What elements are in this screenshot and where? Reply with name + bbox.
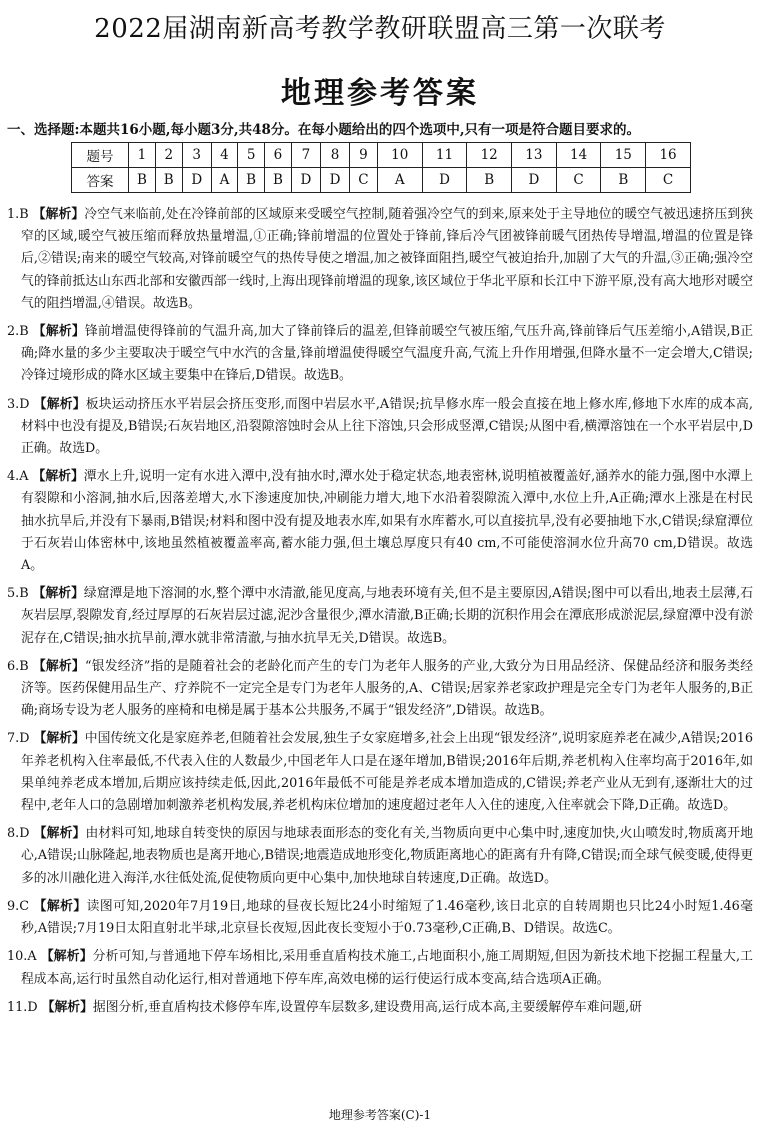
item-text: 锋前增温使得锋前的气温升高,加大了锋前锋后的温差,但锋前暖空气被压缩,气压升高,锋前锋后气压差缩小,A错误,B正确;降水量的多少主要取决于暖空气中水汽的含量,锋前增温使得暖空气温度升高,气流上升作用增强,但降水量不一定会增大,C错误;冷锋过境形成的降水区域主要集中在锋后,D错误。故选B。 (21, 324, 754, 384)
answer-item (7, 204, 753, 315)
answer-cell: D (320, 168, 349, 193)
item-text: “银发经济”指的是随着社会的老龄化而产生的专门为老年人服务的产业,大致分为日用品经济、保健品经济和服务类经济等。医药保健用品生产、疗养院不一定完全是专门为老年人服务的,A、C错误;居家养老家政护理是完全专门为老年人服务的,B正确;商场专设为老人服务的座椅和电梯是属于基本公共服务,不属于“银发经济”,D错误。故选B。 (21, 658, 753, 719)
item-number: 10.A (7, 949, 37, 965)
question-number-cell: 9 (350, 143, 378, 168)
analysis-tag: 【解析】 (32, 586, 84, 602)
answer-cell: B (155, 168, 182, 193)
answer-cell: A (211, 168, 237, 193)
question-number-cell: 11 (422, 143, 467, 168)
question-number-cell: 10 (377, 143, 422, 168)
answer-item (7, 321, 753, 388)
answer-item (7, 896, 753, 940)
analysis-tag: 【解析】 (33, 731, 85, 747)
item-number: 9.C (7, 898, 30, 914)
answer-item (7, 997, 753, 1019)
answer-item (7, 656, 753, 723)
item-text: 冷空气来临前,处在冷锋前部的区域原来受暖空气控制,随着强冷空气的到来,原来处于主导地位的暖空气被迅速挤压到狭窄的区域,暖空气被压缩而释放热量增温,①正确;锋前增温的位置处于锋前,锋后冷气团被锋前暖气团热传导增温,增温的位置是锋后,②错误;南来的暖空气较高,对锋前暖空气的热传导使之增温,加之被锋面阻挡,暖空气被迫抬升,加剧了大气的升温,③正确;强冷空气的锋前抵达山东西北部和安徽西部一线时,上海出现锋前增温的现象,该区域位于华北平原和长江中下游平原,没有高大地形对暖空气的阻挡增温,④错误。故选B。 (21, 207, 753, 311)
answer-cell: C (556, 168, 601, 193)
answer-cell: B (129, 168, 156, 193)
answer-cell: D (512, 168, 557, 193)
answer-cell: B (601, 168, 646, 193)
question-number-cell: 2 (155, 143, 182, 168)
analysis-tag: 【解析】 (32, 658, 85, 674)
question-number-cell: 15 (601, 143, 646, 168)
analysis-tag: 【解析】 (33, 898, 87, 914)
row-label: 题号 (72, 143, 129, 168)
answer-item (7, 583, 753, 650)
item-number: 3.D (7, 396, 30, 412)
analysis-tag: 【解析】 (32, 324, 85, 340)
answer-cell: B (467, 168, 512, 193)
item-number: 5.B (7, 586, 29, 602)
answer-item (7, 394, 753, 461)
answer-item (7, 466, 753, 577)
question-number-cell: 14 (556, 143, 601, 168)
analysis-tag: 【解析】 (33, 826, 86, 842)
answer-cell: D (422, 168, 467, 193)
question-number-cell: 5 (238, 143, 265, 168)
analysis-tag: 【解析】 (32, 469, 84, 485)
analysis-tag: 【解析】 (41, 999, 93, 1015)
answer-item (7, 946, 753, 990)
answer-cell: A (377, 168, 422, 193)
analysis-tag: 【解析】 (32, 207, 85, 222)
item-text: 潭水上升,说明一定有水进入潭中,没有抽水时,潭水处于稳定状态,地表密林,说明植被覆盖好,涵养水的能力强,图中水潭上有裂隙和小溶洞,抽水后,因落差增大,水下渗速度加快,冲刷能力增大,地下水沿着裂隙流入潭中,水位上升,A正确;潭水上涨是在村民抽水抗旱后,并没有下暴雨,B错误;材料和图中没有提及地表水库,如果有水库蓄水,可以直接抗旱,没有必要抽地下水,C错误;绿窟潭位于石灰岩山体密林中,该地虽然植被覆盖率高,蓄水能力强,但土壤总厚度只有40 cm,不可能使溶洞水位升高70 cm,D错误。故选A。 (21, 469, 753, 574)
answer-cell: B (238, 168, 265, 193)
answer-item (7, 823, 753, 890)
question-number-cell: 7 (291, 143, 320, 168)
item-number: 4.A (7, 469, 29, 485)
answer-table (71, 142, 691, 193)
item-text: 绿窟潭是地下溶洞的水,整个潭中水清澈,能见度高,与地表环境有关,但不是主要原因,A错误;图中可以看出,地表土层薄,石灰岩层厚,裂隙发育,经过厚厚的石灰岩层过滤,泥沙含量很少,潭水清澈,B正确;长期的沉积作用会在潭底形成淤泥层,绿窟潭中没有淤泥存在,C错误;抽水抗旱前,潭水就非常清澈,与抽水抗旱无关,D错误。故选B。 (21, 586, 754, 646)
item-number: 7.D (7, 731, 30, 747)
analysis-tag: 【解析】 (40, 949, 93, 965)
row-label: 答案 (72, 168, 129, 193)
question-number-cell: 4 (211, 143, 237, 168)
question-number-cell: 1 (129, 143, 156, 168)
question-number-cell: 12 (467, 143, 512, 168)
item-text: 中国传统文化是家庭养老,但随着社会发展,独生子女家庭增多,社会上出现“银发经济”,说明家庭养老在减少,A错误;2016年养老机构入住率最低,不代表入住的人数最少,中国老年人口是在逐年增加,B错误;2016年后期,养老机构入住率均高于2016年,如果单纯养老成本增加,后期应该持续走低,因此,2016年最低不可能是养老成本增加造成的,C错误;养老产业从无到有,逐渐壮大的过程中,老年人口的急剧增加刺激养老机构发展,养老机构床位增加的速度超过老年人入住的速度,入住率就会下降,D正确。故选D。 (21, 731, 754, 814)
question-number-cell: 13 (512, 143, 557, 168)
exam-title: 2022届湖南新高考教学教研联盟高三第一次联考 (94, 14, 666, 44)
answer-cell: D (291, 168, 320, 193)
document-title: 地理参考答案 (281, 76, 479, 111)
item-number: 2.B (7, 324, 29, 340)
item-text: 读图可知,2020年7月19日,地球的昼夜长短比24小时缩短了1.46毫秒,该日北京的自转周期也只比24小时短1.46毫秒,A错误;7月19日太阳直射北半球,北京昼长夜短,因此夜长变短小于0.73毫秒,C正确,B、D错误。故选C。 (21, 898, 754, 937)
answer-cell: B (265, 168, 292, 193)
item-number: 1.B (7, 207, 29, 222)
item-text: 由材料可知,地球自转变快的原因与地球表面形态的变化有关,当物质向更中心集中时,速度加快,火山喷发时,物质离开地心,A错误;山脉隆起,地表物质也是离开地心,B错误;地震造成地形变化,物质距离地心的距离有升有降,C错误;而全球气候变暖,使得更多的冰川融化进入海洋,水往低处流,促使物质向更中心集中,加快地球自转速度,D正确。故选D。 (21, 826, 753, 886)
question-number-cell: 16 (646, 143, 691, 168)
item-text: 据图分析,垂直盾构技术修停车库,设置停车层数多,建设费用高,运行成本高,主要缓解停车难问题,研 (92, 999, 642, 1015)
table-row-numbers (72, 143, 691, 168)
question-number-cell: 3 (182, 143, 211, 168)
item-text: 板块运动挤压水平岩层会挤压变形,而图中岩层水平,A错误;抗旱修水库一般会直接在地上修水库,修地下水库的成本高,材料中也没有提及,B错误;石灰岩地区,沿裂隙溶蚀时会从上往下溶蚀,只会形成竖潭,C错误;从图中看,横潭溶蚀在一个水平岩层中,D正确。故选D。 (21, 396, 753, 457)
answer-cell: D (182, 168, 211, 193)
item-number: 11.D (7, 999, 38, 1015)
answer-cell: C (646, 168, 691, 193)
answer-cell: C (350, 168, 378, 193)
page-footer: 地理参考答案(C)-1 (328, 1108, 432, 1122)
table-row-answers (72, 168, 691, 193)
item-number: 8.D (7, 826, 30, 842)
analysis-tag: 【解析】 (33, 396, 86, 412)
answer-explanations (7, 204, 753, 1025)
question-number-cell: 8 (320, 143, 349, 168)
question-number-cell: 6 (265, 143, 292, 168)
item-number: 6.B (7, 658, 29, 674)
section-heading: 一、选择题:本题共16小题,每小题3分,共48分。在每小题给出的四个选项中,只有一项是符合题目要求的。 (7, 122, 641, 138)
item-text: 分析可知,与普通地下停车场相比,采用垂直盾构技术施工,占地面积小,施工周期短,但因为新技术地下挖掘工程量大,工程成本高,运行时虽然自动化运行,相对普通地下停车库,高效电梯的运行使运行成本变高,结合选项A正确。 (21, 949, 753, 987)
answer-item (7, 728, 753, 817)
